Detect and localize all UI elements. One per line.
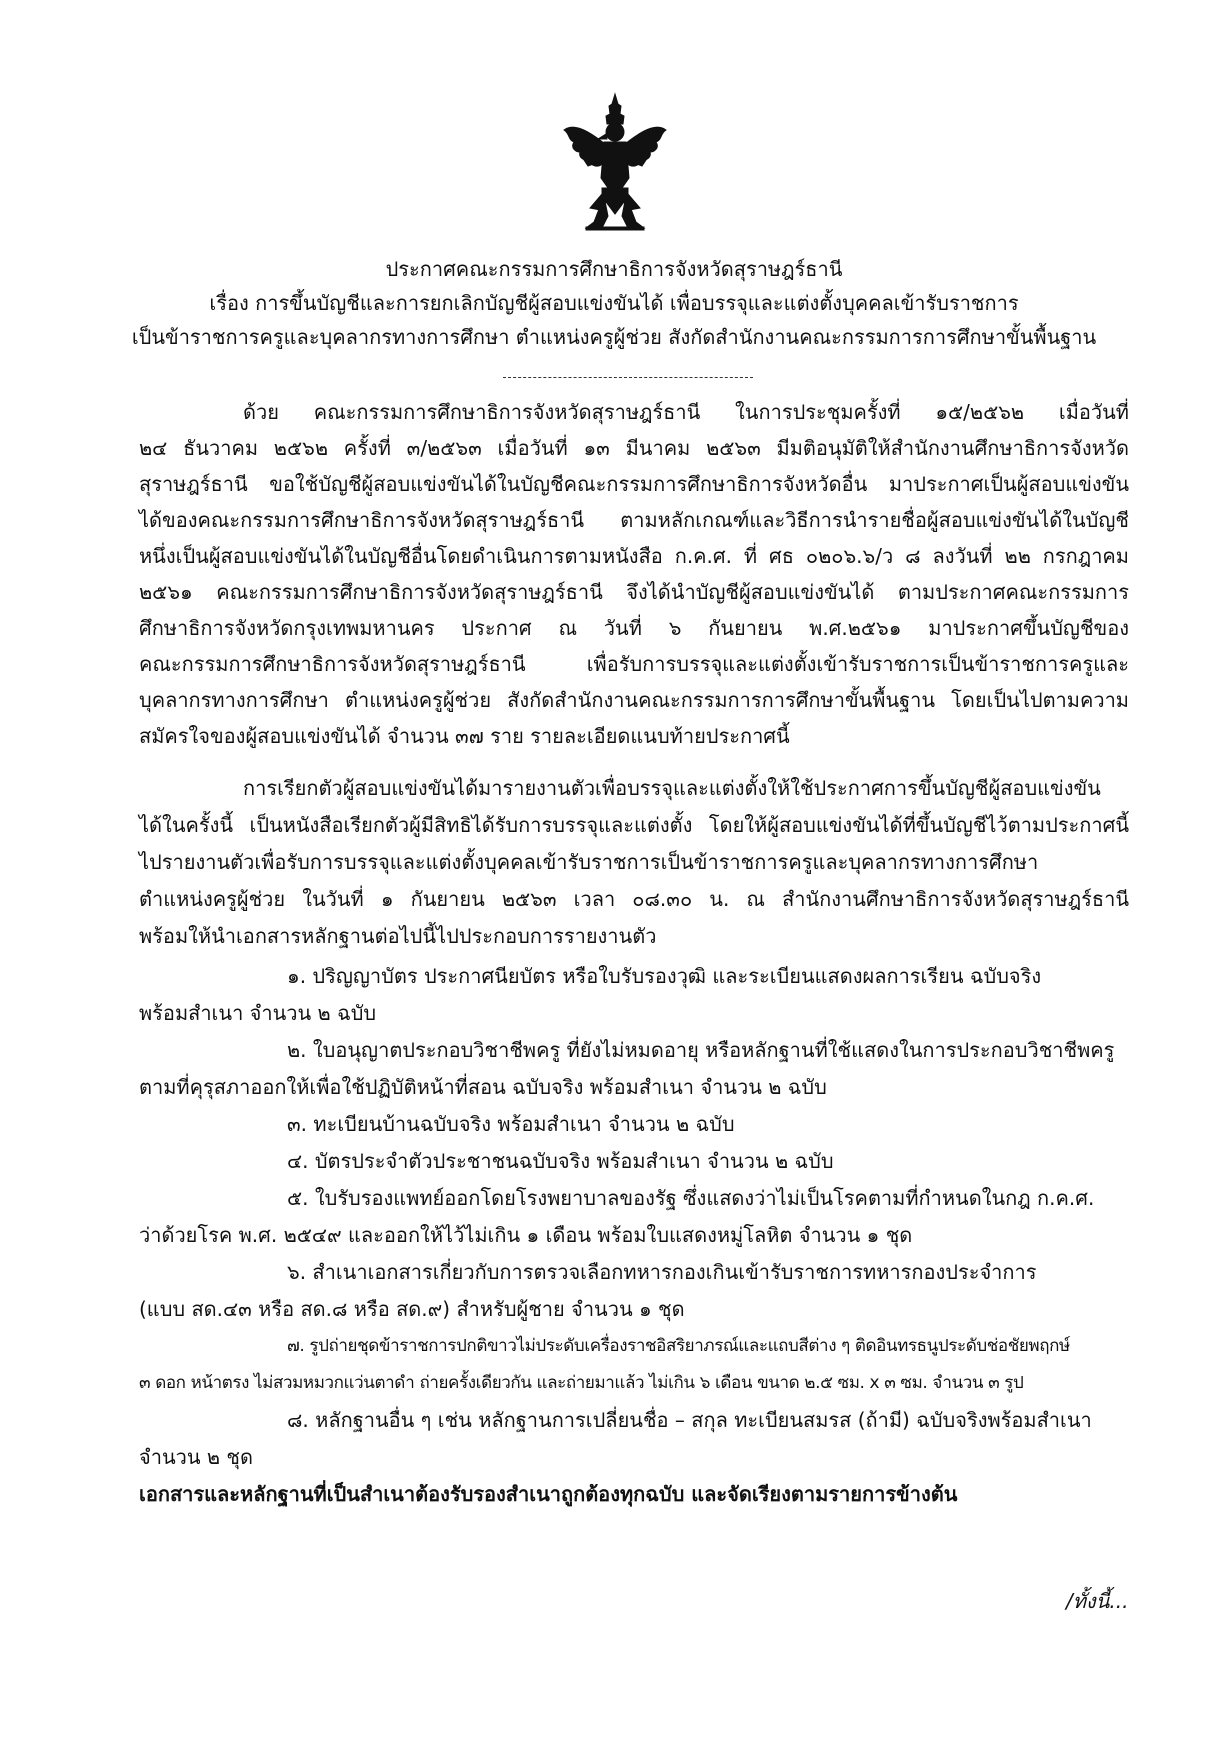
requirement-item-1: ๑. ปริญญาบัตร ประกาศนียบัตร หรือใบรับรองวุฒิ และระเบียนแสดงผลการเรียน ฉบับจริง — [287, 964, 1042, 988]
continued-marker: /ทั้งนี้... — [1066, 1589, 1129, 1613]
paragraph1-line: สมัครใจของผู้สอบแข่งขันได้ จำนวน ๓๗ ราย รายละเอียดแนบท้ายประกาศนี้ — [139, 724, 790, 748]
requirement-item-2-continued: ตามที่คุรุสภาออกให้เพื่อใช้ปฏิบัติหน้าที่สอน ฉบับจริง พร้อมสำเนา จำนวน ๒ ฉบับ — [139, 1075, 827, 1099]
paragraph1-line: สุราษฎร์ธานี ขอใช้บัญชีผู้สอบแข่งขันได้ในบัญชีคณะกรรมการศึกษาธิการจังหวัดอื่น มาประกาศเป็นผู้สอบแข่งขัน — [139, 472, 1129, 496]
paragraph1-line: ๒๔ ธันวาคม ๒๕๖๒ ครั้งที่ ๓/๒๕๖๓ เมื่อวันที่ ๑๓ มีนาคม ๒๕๖๓ มีมติอนุมัติให้สำนักงานศึกษาธิการจังหวัด — [139, 436, 1129, 460]
paragraph2-line: ตำแหน่งครูผู้ช่วย ในวันที่ ๑ กันยายน ๒๕๖๓ เวลา ๐๘.๓๐ น. ณ สำนักงานศึกษาธิการจังหวัดสุราษฎร์ธานี — [139, 887, 1129, 911]
requirement-item-7-continued: ๓ ดอก หน้าตรง ไม่สวมหมวกแว่นตาดำ ถ่ายครั้งเดียวกัน และถ่ายมาแล้ว ไม่เกิน ๖ เดือน ขนาด ๒.๕ ซม. x ๓ ซม. จำนวน ๓ รูป — [139, 1373, 1024, 1393]
heading-divider — [503, 377, 753, 378]
paragraph2-line: พร้อมให้นำเอกสารหลักฐานต่อไปนี้ไปประกอบการรายงานตัว — [139, 924, 657, 948]
requirement-item-5: ๕. ใบรับรองแพทย์ออกโดยโรงพยาบาลของรัฐ ซึ่งแสดงว่าไม่เป็นโรคตามที่กำหนดในกฎ ก.ค.ศ. — [287, 1186, 1095, 1210]
paragraph2-line: ไปรายงานตัวเพื่อรับการบรรจุและแต่งตั้งบุคคลเข้ารับราชการเป็นข้าราชการครูและบุคลากรทางการศึกษา — [139, 850, 1039, 874]
announcement-title: ประกาศคณะกรรมการศึกษาธิการจังหวัดสุราษฎร์ธานี — [385, 257, 843, 281]
paragraph1-line: ได้ของคณะกรรมการศึกษาธิการจังหวัดสุราษฎร์ธานี ตามหลักเกณฑ์และวิธีการนำรายชื่อผู้สอบแข่งขันได้ในบัญชี — [139, 508, 1129, 532]
paragraph1-line: ๒๕๖๑ คณะกรรมการศึกษาธิการจังหวัดสุราษฎร์ธานี จึงได้นำบัญชีผู้สอบแข่งขันได้ ตามประกาศคณะกรรมการ — [139, 580, 1129, 604]
requirement-item-5-continued: ว่าด้วยโรค พ.ศ. ๒๕๔๙ และออกให้ไว้ไม่เกิน ๑ เดือน พร้อมใบแสดงหมู่โลหิต จำนวน ๑ ชุด — [139, 1223, 913, 1247]
requirement-item-6: ๖. สำเนาเอกสารเกี่ยวกับการตรวจเลือกทหารกองเกินเข้ารับราชการทหารกองประจำการ — [287, 1260, 1037, 1284]
announcement-subject: เรื่อง การขึ้นบัญชีและการยกเลิกบัญชีผู้สอบแข่งขันได้ เพื่อบรรจุและแต่งตั้งบุคคลเข้ารับราชการ — [209, 291, 1019, 315]
requirement-item-7: ๗. รูปถ่ายชุดข้าราชการปกติขาวไม่ประดับเครื่องราชอิสริยาภรณ์และแถบสีต่าง ๆ ติดอินทรธนูประดับช่อชัยพฤกษ์ — [287, 1336, 1070, 1356]
paragraph1-line: หนึ่งเป็นผู้สอบแข่งขันได้ในบัญชีอื่นโดยดำเนินการตามหนังสือ ก.ค.ศ. ที่ ศธ ๐๒๐๖.๖/ว ๘ ลงวันที่ ๒๒ กรกฎาคม — [139, 544, 1129, 568]
requirement-item-2: ๒. ใบอนุญาตประกอบวิชาชีพครู ที่ยังไม่หมดอายุ หรือหลักฐานที่ใช้แสดงในการประกอบวิชาชีพครู — [287, 1038, 1115, 1062]
garuda-emblem-icon — [560, 92, 670, 232]
paragraph1-line: ศึกษาธิการจังหวัดกรุงเทพมหานคร ประกาศ ณ วันที่ ๖ กันยายน พ.ศ.๒๕๖๑ มาประกาศขึ้นบัญชีของ — [139, 616, 1129, 640]
certification-note: เอกสารและหลักฐานที่เป็นสำเนาต้องรับรองสำเนาถูกต้องทุกฉบับ และจัดเรียงตามรายการข้างต้น — [139, 1482, 958, 1506]
paragraph1-line: บุคลากรทางการศึกษา ตำแหน่งครูผู้ช่วย สังกัดสำนักงานคณะกรรมการการศึกษาขั้นพื้นฐาน โดยเป็นไปตามความ — [139, 688, 1129, 712]
paragraph1-line: คณะกรรมการศึกษาธิการจังหวัดสุราษฎร์ธานี เพื่อรับการบรรจุและแต่งตั้งเข้ารับราชการเป็นข้าราชการครูและ — [139, 652, 1129, 676]
requirement-item-6-continued: (แบบ สด.๔๓ หรือ สด.๘ หรือ สด.๙) สำหรับผู้ชาย จำนวน ๑ ชุด — [139, 1297, 685, 1321]
requirement-item-1-continued: พร้อมสำเนา จำนวน ๒ ฉบับ — [139, 1001, 377, 1025]
requirement-item-8: ๘. หลักฐานอื่น ๆ เช่น หลักฐานการเปลี่ยนชื่อ – สกุล ทะเบียนสมรส (ถ้ามี) ฉบับจริงพร้อมสำเนา — [287, 1408, 1092, 1432]
paragraph2-line: การเรียกตัวผู้สอบแข่งขันได้มารายงานตัวเพื่อบรรจุและแต่งตั้งให้ใช้ประกาศการขึ้นบัญชีผู้สอบแข่งขัน — [243, 776, 1101, 800]
requirement-item-4: ๔. บัตรประจำตัวประชาชนฉบับจริง พร้อมสำเนา จำนวน ๒ ฉบับ — [287, 1149, 834, 1173]
paragraph1-line: ด้วย คณะกรรมการศึกษาธิการจังหวัดสุราษฎร์ธานี ในการประชุมครั้งที่ ๑๕/๒๕๖๒ เมื่อวันที่ — [243, 400, 1129, 424]
requirement-item-3: ๓. ทะเบียนบ้านฉบับจริง พร้อมสำเนา จำนวน ๒ ฉบับ — [287, 1112, 735, 1136]
requirement-item-8-continued: จำนวน ๒ ชุด — [139, 1445, 253, 1469]
paragraph2-line: ได้ในครั้งนี้ เป็นหนังสือเรียกตัวผู้มีสิทธิได้รับการบรรจุและแต่งตั้ง โดยให้ผู้สอบแข่งขันได้ที่ขึ้นบัญชีไว้ตามประกาศนี้ — [139, 813, 1129, 837]
announcement-subject-continued: เป็นข้าราชการครูและบุคลากรทางการศึกษา ตำแหน่งครูผู้ช่วย สังกัดสำนักงานคณะกรรมการการศึกษาขั้นพื้นฐาน — [131, 325, 1097, 349]
